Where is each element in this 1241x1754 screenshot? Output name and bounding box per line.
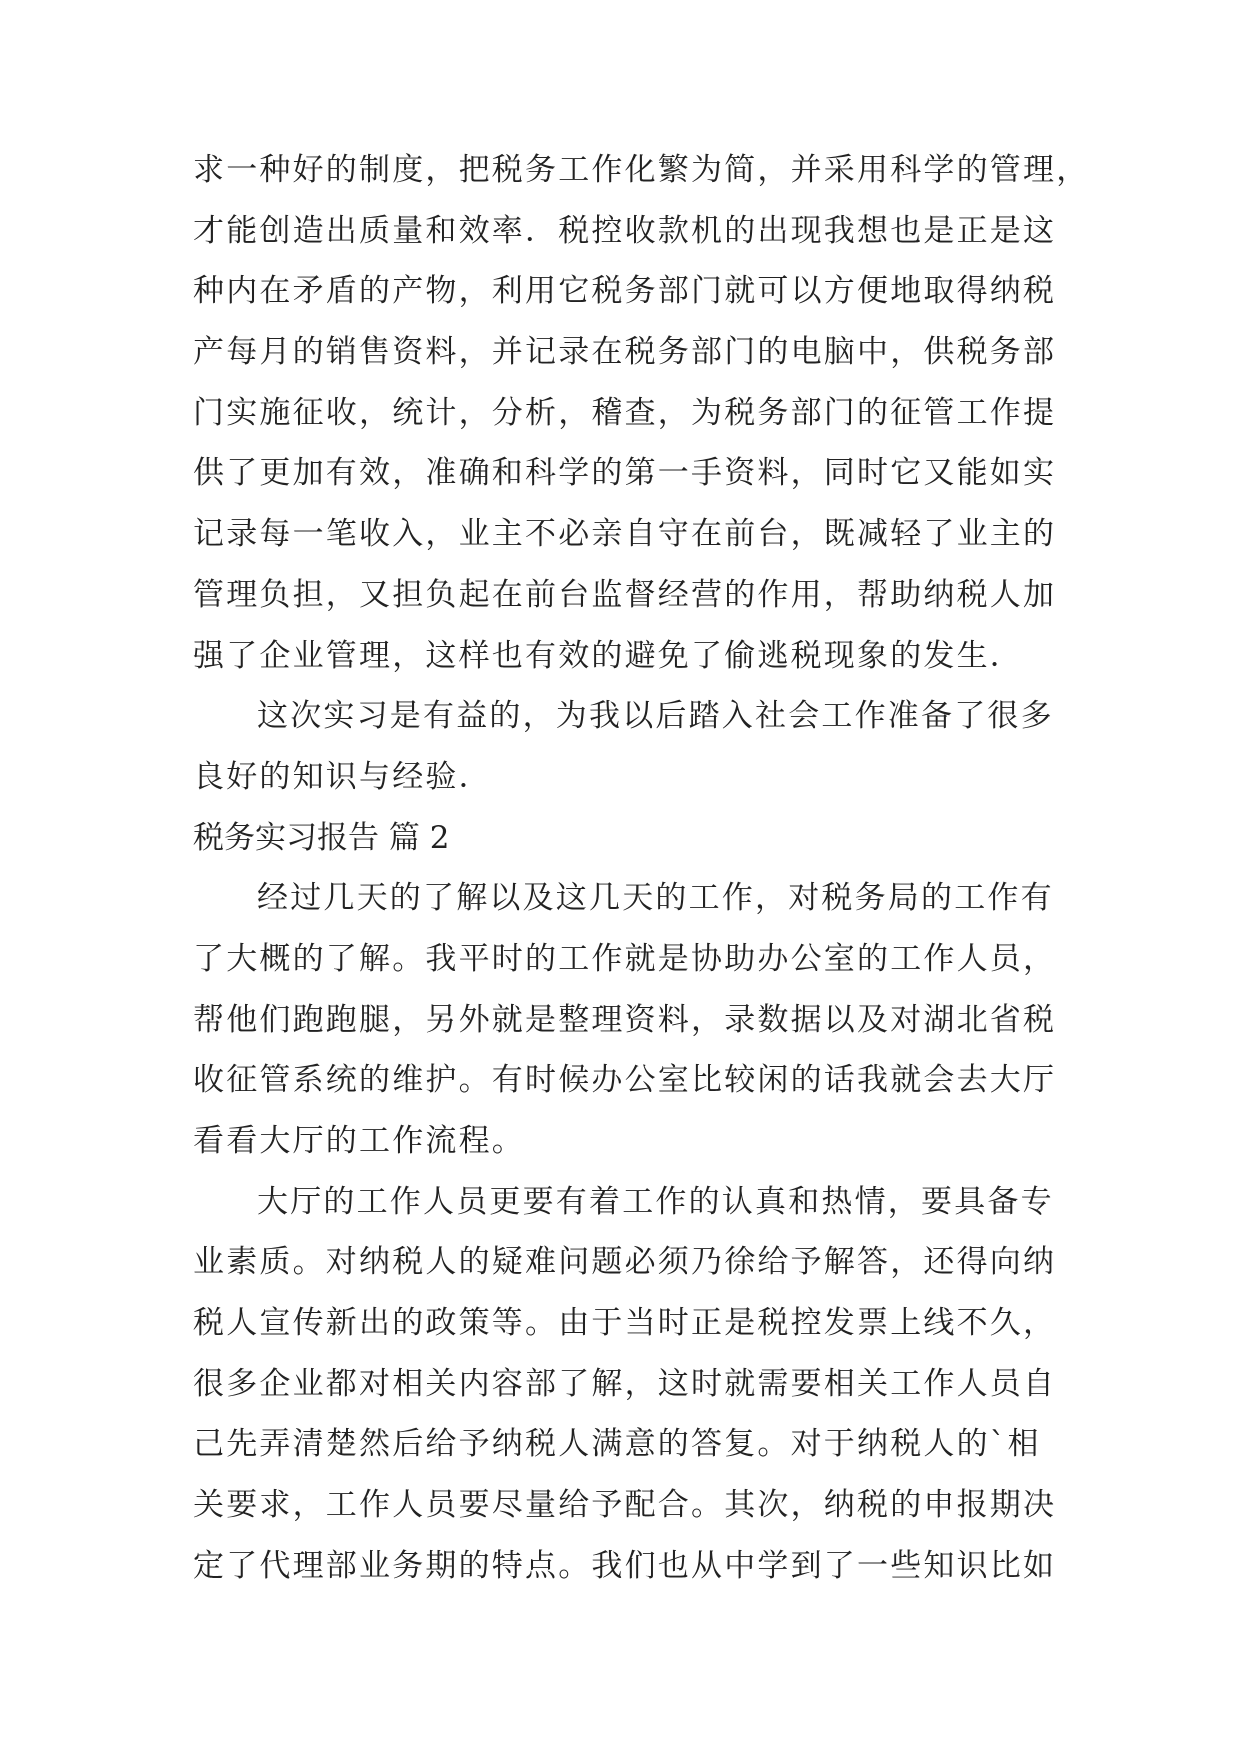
text-line: 收征管系统的维护。有时候办公室比较闲的话我就会去大厅 [193,1062,1057,1099]
text-line: 关要求，工作人员要尽量给予配合。其次，纳税的申报期决 [193,1487,1057,1524]
text-line: 定了代理部业务期的特点。我们也从中学到了一些知识比如 [193,1547,1057,1584]
paragraph-start-line: 这次实习是有益的，为我以后踏入社会工作准备了很多 [257,698,1054,735]
section-heading: 税务实习报告 篇 2 [193,819,450,856]
text-line: 看看大厅的工作流程。 [193,1123,525,1159]
text-line: 帮他们跑跑腿，另外就是整理资料，录数据以及对湖北省税 [193,1001,1057,1038]
text-line: 很多企业都对相关内容部了解，这时就需要相关工作人员自 [193,1365,1057,1402]
paragraph-start-line: 经过几天的了解以及这几天的工作，对税务局的工作有 [257,880,1054,917]
text-line: 良好的知识与经验． [193,758,492,795]
paragraph-start-line: 大厅的工作人员更要有着工作的认真和热情，要具备专 [257,1183,1054,1220]
text-line: 己先弄清楚然后给予纳税人满意的答复。对于纳税人的`相 [193,1426,1041,1463]
text-line: 门实施征收，统计，分析，稽查，为税务部门的征管工作提 [193,394,1057,431]
text-line: 求一种好的制度，把税务工作化繁为简，并采用科学的管理， [193,152,1090,188]
text-line: 业素质。对纳税人的疑难问题必须乃徐给予解答，还得向纳 [193,1244,1057,1281]
text-line: 供了更加有效，准确和科学的第一手资料，同时它又能如实 [193,455,1057,492]
text-line: 税人宣传新出的政策等。由于当时正是税控发票上线不久， [193,1305,1057,1342]
text-line: 强了企业管理，这样也有效的避免了偷逃税现象的发生． [193,637,1023,674]
text-line: 了大概的了解。我平时的工作就是协助办公室的工作人员， [193,940,1057,977]
text-line: 才能创造出质量和效率．税控收款机的出现我想也是正是这 [193,212,1057,249]
text-line: 产每月的销售资料，并记录在税务部门的电脑中，供税务部 [193,334,1057,371]
document-body [193,140,1090,1597]
text-line: 种内在矛盾的产物，利用它税务部门就可以方便地取得纳税 [193,273,1057,310]
text-line: 管理负担，又担负起在前台监督经营的作用，帮助纳税人加 [193,576,1057,613]
text-line: 记录每一笔收入，业主不必亲自守在前台，既减轻了业主的 [193,516,1057,553]
